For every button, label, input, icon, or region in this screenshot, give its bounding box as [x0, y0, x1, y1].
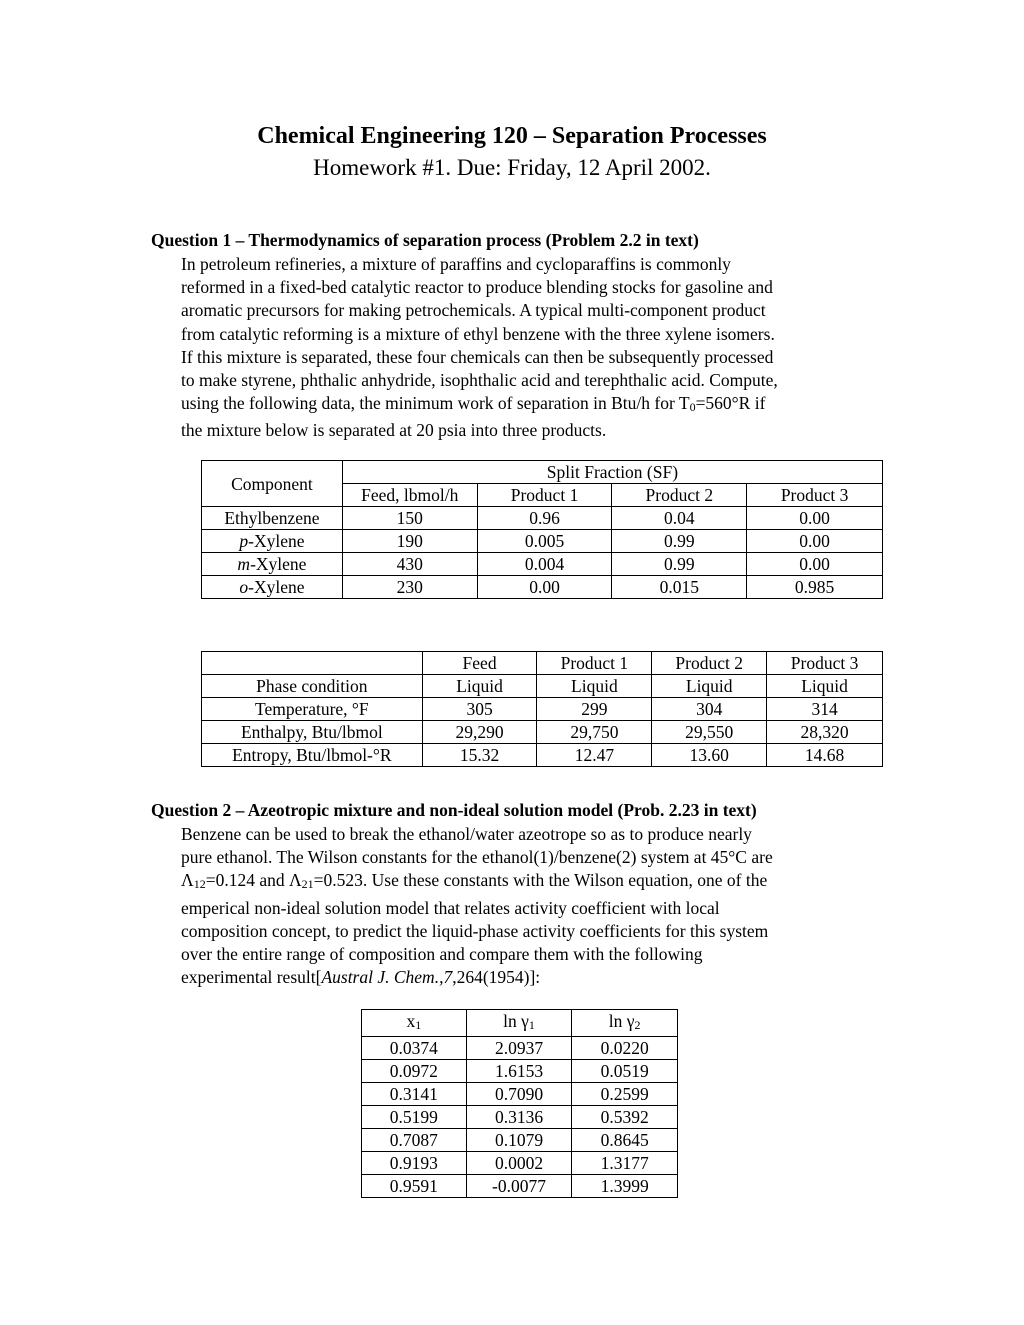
table-cell: 0.00 [747, 553, 883, 576]
table-cell: 29,550 [652, 721, 767, 744]
table-cell: -0.0077 [466, 1175, 572, 1198]
column-header: x1 [362, 1010, 467, 1037]
page-subtitle: Homework #1. Due: Friday, 12 April 2002. [313, 155, 711, 180]
table-row [362, 1037, 678, 1060]
question2-body [181, 823, 881, 989]
table-row [202, 675, 883, 698]
table-cell: 1.3177 [572, 1152, 678, 1175]
table-cell: 190 [342, 530, 477, 553]
table-row [202, 530, 883, 553]
table-cell: 314 [767, 698, 883, 721]
table-row [202, 576, 883, 599]
lambda-symbol: Λ [181, 870, 194, 891]
subscript: 1 [528, 1018, 535, 1032]
column-header: Product 1 [477, 484, 612, 507]
page-title: Chemical Engineering 120 – Separation Processes [257, 123, 767, 149]
component-name [202, 507, 343, 530]
table-cell: 0.00 [747, 507, 883, 530]
table-cell: 304 [652, 698, 767, 721]
table-cell: 0.99 [612, 530, 747, 553]
table-cell: 0.005 [477, 530, 612, 553]
table-cell: 0.9193 [362, 1152, 467, 1175]
question1-line: If this mixture is separated, these four chemicals can then be subsequently processed [181, 346, 774, 367]
component-label: -Xylene [250, 554, 307, 574]
table-cell: 2.0937 [466, 1037, 572, 1060]
table-row [362, 1060, 678, 1083]
table-cell: 1.6153 [466, 1060, 572, 1083]
component-label: -Xylene [248, 531, 305, 551]
activity-coefficient-table [361, 1009, 678, 1198]
question1-heading: Question 1 – Thermodynamics of separation process (Problem 2.2 in text) [151, 230, 699, 250]
table-cell: 150 [342, 507, 477, 530]
question2-line3-text: =0.523. Use these constants with the Wilson equation, one of the [313, 870, 768, 891]
question1-line: the mixture below is separated at 20 psia into three products. [181, 420, 607, 441]
table-cell: 0.9591 [362, 1175, 467, 1198]
subscript: 21 [301, 877, 314, 892]
table-cell: 15.32 [422, 744, 537, 767]
question2-line7-text: experimental result[ [181, 967, 322, 988]
question2-line [181, 869, 881, 896]
table-cell: 0.0374 [362, 1037, 467, 1060]
table-row [202, 698, 883, 721]
component-name [202, 530, 343, 553]
question2-line7-text: ,264(1954)]: [452, 967, 541, 988]
question1-line: In petroleum refineries, a mixture of paraffins and cycloparaffins is commonly [181, 254, 731, 274]
isomer-prefix: p [239, 531, 249, 551]
column-header: Product 2 [612, 484, 747, 507]
table-cell: Liquid [767, 675, 883, 698]
table-row [362, 1083, 678, 1106]
table-cell: 13.60 [652, 744, 767, 767]
question1-line [181, 392, 881, 419]
column-header: Product 1 [537, 652, 652, 675]
question1-line: from catalytic reforming is a mixture of ethyl benzene with the three xylene isomers. [181, 323, 775, 344]
table-row [202, 744, 883, 767]
table-cell: 0.7090 [466, 1083, 572, 1106]
question2-line: over the entire range of composition and compare them with the following [181, 944, 703, 965]
table-row [362, 1106, 678, 1129]
subscript: 0 [689, 400, 696, 415]
column-header: ln γ2 [572, 1010, 678, 1037]
component-name [202, 553, 343, 576]
column-header: Product 3 [747, 484, 883, 507]
table-cell: 29,750 [537, 721, 652, 744]
table-cell: 305 [422, 698, 537, 721]
question2-line: pure ethanol. The Wilson constants for the ethanol(1)/benzene(2) system at 45°C are [181, 847, 773, 868]
table-cell: 0.985 [747, 576, 883, 599]
question2-line [181, 966, 881, 989]
table-cell: 0.0220 [572, 1037, 678, 1060]
table-cell: 0.3141 [362, 1083, 467, 1106]
question1-line: to make styrene, phthalic anhydride, isophthalic acid and terephthalic acid. Compute, [181, 370, 778, 391]
isomer-prefix: m [237, 554, 251, 574]
table-cell: 0.004 [477, 553, 612, 576]
table-cell: 0.5392 [572, 1106, 678, 1129]
table-cell: 0.99 [612, 553, 747, 576]
table-row [202, 553, 883, 576]
table-cell: 0.0519 [572, 1060, 678, 1083]
table-cell: Liquid [537, 675, 652, 698]
table-cell: 12.47 [537, 744, 652, 767]
table-cell: 0.96 [477, 507, 612, 530]
table-cell: 0.00 [477, 576, 612, 599]
column-header: ln γ1 [466, 1010, 572, 1037]
question2-line: composition concept, to predict the liquid-phase activity coefficients for this system [181, 920, 769, 941]
table-cell: 0.1079 [466, 1129, 572, 1152]
table-row [202, 721, 883, 744]
table-row [362, 1175, 678, 1198]
component-name [202, 576, 343, 599]
question1-line: reformed in a fixed-bed catalytic reactor to produce blending stocks for gasoline and [181, 277, 773, 298]
question2-line3-text: =0.124 and Λ [205, 870, 302, 891]
table-cell: 0.7087 [362, 1129, 467, 1152]
question2-line: Benzene can be used to break the ethanol/water azeotrope so as to produce nearly [181, 824, 752, 844]
component-header: Component [202, 461, 343, 507]
split-fraction-header: Split Fraction (SF) [342, 461, 882, 484]
column-header [202, 652, 423, 675]
table-cell: 299 [537, 698, 652, 721]
stream-conditions-table [201, 651, 883, 767]
component-label: -Xylene [248, 577, 305, 597]
split-fraction-table [201, 460, 883, 599]
table-cell: 29,290 [422, 721, 537, 744]
table-cell: 1.3999 [572, 1175, 678, 1198]
table-cell: 0.8645 [572, 1129, 678, 1152]
question2-heading: Question 2 – Azeotropic mixture and non-ideal solution model (Prob. 2.23 in text) [151, 800, 757, 820]
table-cell: 0.0002 [466, 1152, 572, 1175]
table-cell: 28,320 [767, 721, 883, 744]
table-cell: 0.5199 [362, 1106, 467, 1129]
table-cell: 0.0972 [362, 1060, 467, 1083]
question1-line: aromatic precursors for making petrochemicals. A typical multi-component product [181, 300, 766, 321]
column-header: Feed, lbmol/h [342, 484, 477, 507]
subscript: 2 [634, 1018, 641, 1032]
table-cell: 0.3136 [466, 1106, 572, 1129]
table-cell: 0.00 [747, 530, 883, 553]
table-row [362, 1152, 678, 1175]
row-label: Phase condition [202, 675, 423, 698]
component-label: Ethylbenzene [224, 508, 320, 528]
table-row [202, 507, 883, 530]
row-label: Temperature, °F [202, 698, 423, 721]
column-header: Feed [422, 652, 537, 675]
journal-citation: Austral J. Chem.,7 [321, 967, 453, 988]
table-cell: 0.04 [612, 507, 747, 530]
subscript: 12 [193, 877, 206, 892]
question1-body [181, 253, 881, 443]
question1-line7-text: using the following data, the minimum work of separation in Btu/h for T [181, 393, 690, 414]
table-cell: 0.2599 [572, 1083, 678, 1106]
column-header: Product 2 [652, 652, 767, 675]
isomer-prefix: o [239, 577, 249, 597]
table-cell: 14.68 [767, 744, 883, 767]
question1-line7-text: =560°R if [695, 393, 766, 414]
subscript: 1 [415, 1018, 422, 1032]
table-cell: 0.015 [612, 576, 747, 599]
table-cell: 430 [342, 553, 477, 576]
question2-line: emperical non-ideal solution model that relates activity coefficient with local [181, 897, 720, 918]
table-cell: 230 [342, 576, 477, 599]
row-label: Entropy, Btu/lbmol-°R [202, 744, 423, 767]
table-cell: Liquid [422, 675, 537, 698]
table-row [362, 1129, 678, 1152]
table-cell: Liquid [652, 675, 767, 698]
column-header: Product 3 [767, 652, 883, 675]
row-label: Enthalpy, Btu/lbmol [202, 721, 423, 744]
